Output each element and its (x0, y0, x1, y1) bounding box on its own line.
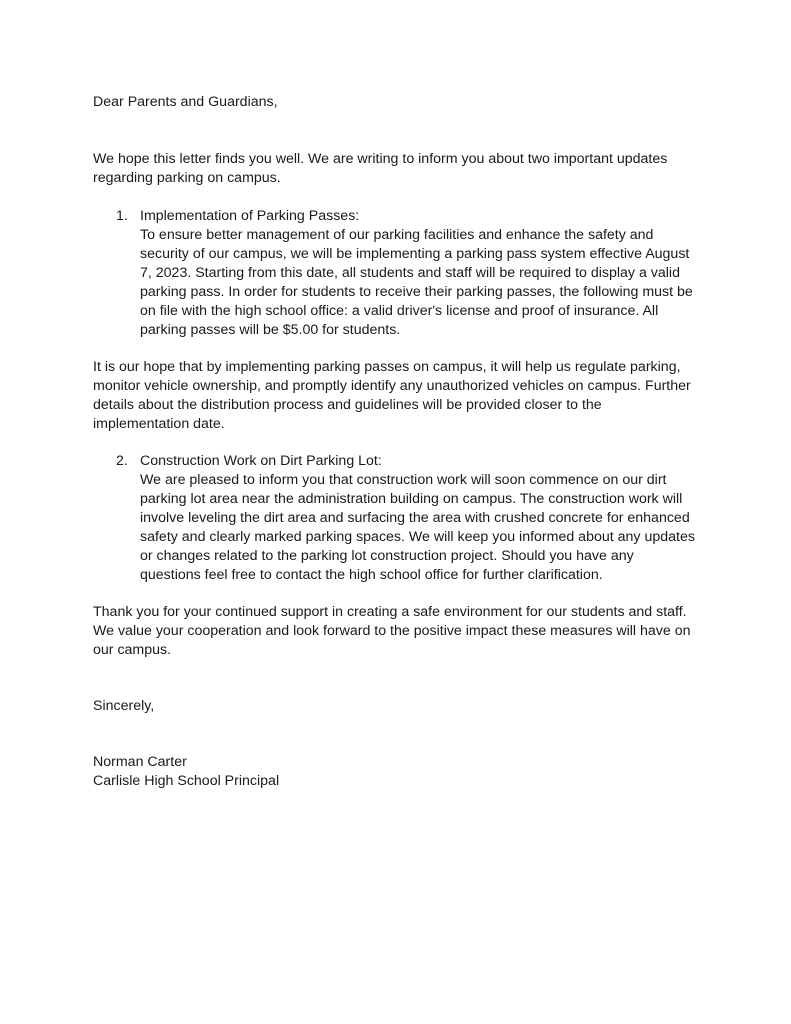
list-item-line: parking lot area near the administration building on campus. The construction work will (140, 491, 683, 507)
closing-line: We value your cooperation and look forward to the positive impact these measures will have on (93, 623, 691, 639)
paragraph-line: implementation date. (93, 416, 225, 432)
list-item-line: We are pleased to inform you that construction work will soon commence on our dirt (140, 472, 667, 488)
signer-title: Carlisle High School Principal (93, 773, 280, 789)
signer-name: Norman Carter (93, 754, 187, 770)
signoff: Sincerely, (93, 698, 155, 714)
list-item-line: on file with the high school office: a valid driver's license and proof of insurance. All (140, 303, 659, 319)
intro-line: regarding parking on campus. (93, 170, 281, 186)
greeting: Dear Parents and Guardians, (93, 94, 278, 110)
paragraph-line: It is our hope that by implementing parking passes on campus, it will help us regulate parking, (93, 359, 681, 375)
list-item-heading: Construction Work on Dirt Parking Lot: (140, 453, 382, 469)
list-item-line: parking passes will be $5.00 for students. (140, 322, 401, 338)
paragraph-line: details about the distribution process and guidelines will be provided closer to the (93, 397, 602, 413)
closing-line: our campus. (93, 642, 172, 658)
list-item-line: parking pass. In order for students to receive their parking passes, the following must be (140, 284, 693, 300)
list-item-line: or changes related to the parking lot construction project. Should you have any (140, 548, 634, 564)
list-item-line: To ensure better management of our parking facilities and enhance the safety and (140, 227, 654, 243)
list-item-number: 1. (116, 208, 128, 224)
list-item-line: questions feel free to contact the high school office for further clarification. (140, 567, 603, 583)
list-item-line: involve leveling the dirt area and surfacing the area with crushed concrete for enhanced (140, 510, 690, 526)
paragraph-line: monitor vehicle ownership, and promptly identify any unauthorized vehicles on campus. Further (93, 378, 691, 394)
closing-line: Thank you for your continued support in creating a safe environment for our students and staff. (93, 604, 687, 620)
list-item-heading: Implementation of Parking Passes: (140, 208, 360, 224)
list-item-line: 7, 2023. Starting from this date, all students and staff will be required to display a valid (140, 265, 680, 281)
intro-line: We hope this letter finds you well. We are writing to inform you about two important updates (93, 151, 668, 167)
list-item-line: safety and clearly marked parking spaces. We will keep you informed about any updates (140, 529, 695, 545)
list-item-number: 2. (116, 453, 128, 469)
list-item-line: security of our campus, we will be implementing a parking pass system effective August (140, 246, 690, 262)
